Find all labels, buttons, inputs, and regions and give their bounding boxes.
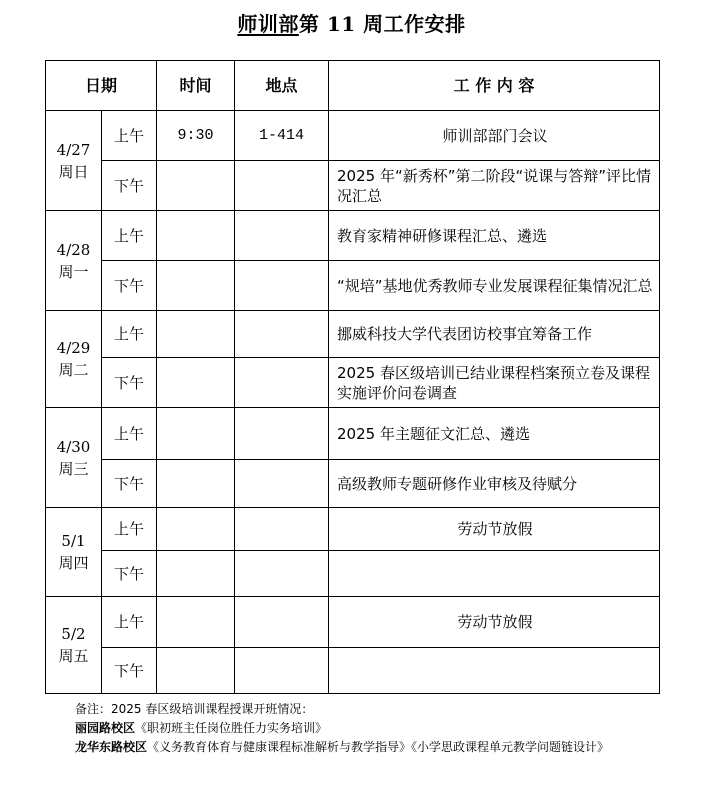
notes-heading: 备注：2025 春区级培训课程授课开班情况： — [75, 702, 314, 716]
date-cell — [46, 508, 102, 597]
header-date: 日期 — [46, 61, 157, 111]
slot-cell: 下午 — [102, 261, 157, 311]
time-cell — [157, 311, 235, 358]
slot-cell: 下午 — [102, 648, 157, 694]
time-cell — [157, 358, 235, 408]
date-cell — [46, 597, 102, 694]
course-text: 《职初班主任岗位胜任力实务培训》 — [135, 721, 328, 735]
time-cell — [157, 648, 235, 694]
weekday-label: 周四 — [58, 554, 89, 572]
table-row — [46, 261, 660, 311]
weekday-label: 周一 — [58, 262, 89, 281]
place-cell — [235, 408, 329, 460]
place-cell — [235, 597, 329, 648]
schedule-table — [45, 60, 660, 694]
content-cell: 2025 年主题征文汇总、遴选 — [329, 408, 660, 460]
place-cell: 1-414 — [235, 111, 329, 161]
content-cell: 劳动节放假 — [329, 508, 660, 551]
slot-cell: 下午 — [102, 460, 157, 508]
campus-name: 龙华东路校区 — [75, 740, 148, 754]
place-cell — [235, 261, 329, 311]
time-cell — [157, 161, 235, 211]
date-cell — [46, 408, 102, 508]
weekday-label: 周日 — [58, 162, 89, 181]
date-label: 4/30 — [56, 437, 91, 456]
weekday-label: 周五 — [58, 647, 89, 665]
date-cell — [46, 311, 102, 408]
date-label: 4/29 — [56, 339, 91, 357]
slot-cell: 上午 — [102, 597, 157, 648]
course-text: 《义务教育体育与健康课程标准解析与教学指导》《小学思政课程单元教学问题链设计》 — [147, 740, 610, 754]
place-cell — [235, 648, 329, 694]
content-cell: “规培”基地优秀教师专业发展课程征集情况汇总 — [329, 261, 660, 311]
slot-cell: 上午 — [102, 408, 157, 460]
weekday-label: 周三 — [58, 459, 89, 478]
title-rest: 第 11 周工作安排 — [298, 12, 466, 36]
content-cell — [329, 648, 660, 694]
content-cell: 师训部部门会议 — [329, 111, 660, 161]
content-cell: 高级教师专题研修作业审核及待赋分 — [329, 460, 660, 508]
table-row — [46, 211, 660, 261]
slot-cell: 下午 — [102, 551, 157, 597]
place-cell — [235, 460, 329, 508]
header-row — [46, 61, 660, 111]
date-label: 4/27 — [56, 140, 91, 159]
date-cell — [46, 211, 102, 311]
place-cell — [235, 551, 329, 597]
date-cell — [46, 111, 102, 211]
content-cell: 2025 春区级培训已结业课程档案预立卷及课程实施评价问卷调查 — [329, 358, 660, 408]
table-row — [46, 358, 660, 408]
campus-name: 丽园路校区 — [75, 721, 136, 735]
date-label: 4/28 — [56, 240, 91, 259]
weekday-label: 周二 — [58, 361, 89, 379]
notes-block — [75, 700, 655, 757]
place-cell — [235, 211, 329, 261]
slot-cell: 上午 — [102, 311, 157, 358]
table-row — [46, 111, 660, 161]
table-row — [46, 597, 660, 648]
content-cell: 挪威科技大学代表团访校事宜筹备工作 — [329, 311, 660, 358]
time-cell — [157, 508, 235, 551]
slot-cell: 下午 — [102, 358, 157, 408]
content-cell: 教育家精神研修课程汇总、遴选 — [329, 211, 660, 261]
time-cell: 9:30 — [157, 111, 235, 161]
date-label: 5/1 — [61, 532, 86, 550]
page-title — [0, 8, 703, 37]
slot-cell: 下午 — [102, 161, 157, 211]
slot-cell: 上午 — [102, 111, 157, 161]
table-row — [46, 648, 660, 694]
time-cell — [157, 597, 235, 648]
table-row — [46, 551, 660, 597]
notes-line-1 — [75, 719, 655, 738]
content-cell: 2025 年“新秀杯”第二阶段“说课与答辩”评比情况汇总 — [329, 161, 660, 211]
title-dept: 师训部 — [237, 12, 299, 36]
time-cell — [157, 408, 235, 460]
notes-line-2 — [75, 738, 655, 757]
place-cell — [235, 161, 329, 211]
place-cell — [235, 508, 329, 551]
header-content: 工 作 内 容 — [329, 61, 660, 111]
slot-cell: 上午 — [102, 508, 157, 551]
table-row — [46, 508, 660, 551]
header-time: 时间 — [157, 61, 235, 111]
header-place: 地点 — [235, 61, 329, 111]
time-cell — [157, 551, 235, 597]
place-cell — [235, 358, 329, 408]
table-row — [46, 311, 660, 358]
time-cell — [157, 261, 235, 311]
place-cell — [235, 311, 329, 358]
slot-cell: 上午 — [102, 211, 157, 261]
table-row — [46, 460, 660, 508]
time-cell — [157, 460, 235, 508]
date-label: 5/2 — [61, 625, 86, 643]
time-cell — [157, 211, 235, 261]
table-row — [46, 161, 660, 211]
table-row — [46, 408, 660, 460]
content-cell: 劳动节放假 — [329, 597, 660, 648]
content-cell — [329, 551, 660, 597]
